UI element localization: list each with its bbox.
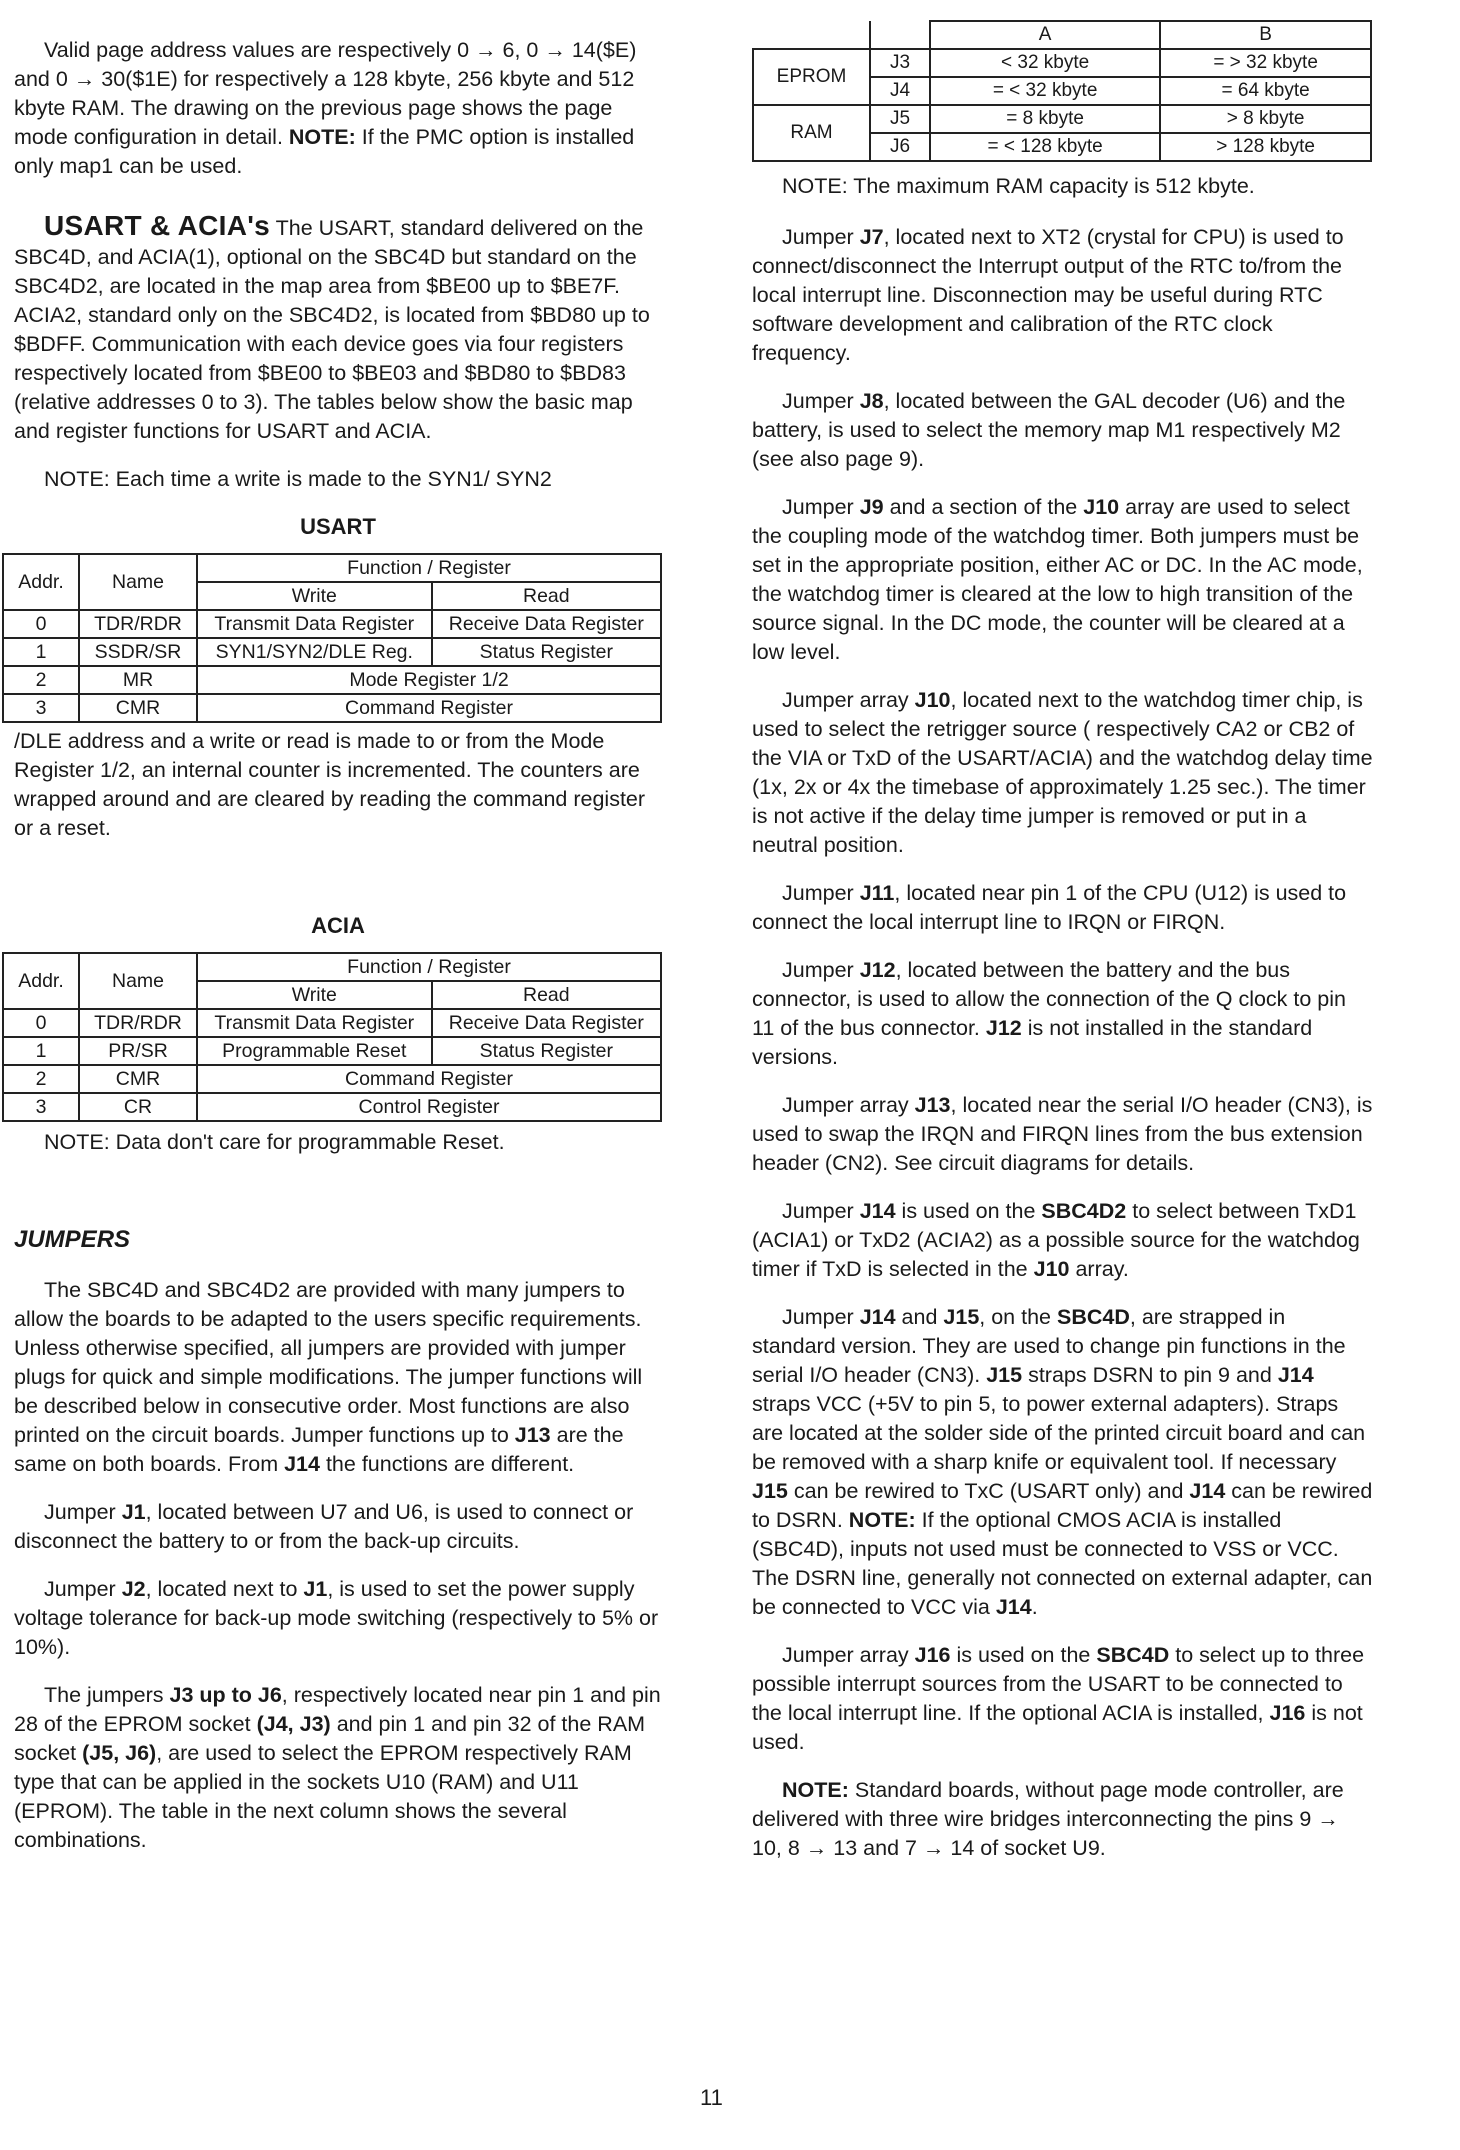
paragraph-j2: Jumper J2, located next to J1, is used to set the power supply voltage tolerance for back-up mode switching (respectively to 5% or 10%). — [14, 1577, 659, 1659]
memory-jumper-table — [752, 20, 1372, 162]
paragraph-usart-acia: USART & ACIA's The USART, standard delivered on the SBC4D, and ACIA(1), optional on the SBC4D but standard on the SBC4D2, are located in the map area from $BE00 up to $BE7F. ACIA2, standard only on the SBC4D2, is located from $BD80 up to $BDFF. Communication with each device goes via four registers respectively located from $BE00 to $BE03 and $BD80 to $BD83 (relative addresses 0 to 3). The tables below show the basic map and register functions for USART and ACIA. — [14, 210, 650, 443]
table-row: 1 SSDR/SR SYN1/SYN2/DLE Reg. Status Register — [3, 638, 661, 666]
header-function: Function / Register — [197, 953, 661, 981]
table-row: 3 CR Control Register — [3, 1093, 661, 1121]
page-number: 11 — [700, 2085, 723, 2110]
usart-table-title: USART — [300, 514, 376, 539]
right-column — [752, 20, 1374, 1863]
paragraph-max-ram: NOTE: The maximum RAM capacity is 512 kbyte. — [782, 174, 1255, 198]
paragraph-j14: Jumper J14 is used on the SBC4D2 to select between TxD1 (ACIA1) or TxD2 (ACIA2) as a possible source for the watchdog timer if TxD is selected in the J10 array. — [752, 1199, 1360, 1281]
paragraph-j12: Jumper J12, located between the battery and the bus connector, is used to allow the connection of the Q clock to pin 11 of the bus connector. J12 is not installed in the standard versions. — [752, 958, 1346, 1069]
header-addr: Addr. — [3, 554, 79, 610]
header-write: Write — [197, 981, 432, 1009]
table-row: J6 = < 128 kbyte > 128 kbyte — [753, 133, 1371, 161]
paragraph-jumpers-intro: The SBC4D and SBC4D2 are provided with many jumpers to allow the boards to be adapted to the users specific requirements. Unless otherwise specified, all jumpers are provided with jumper plugs for quick and simple modifications. The jumper functions will be described below in consecutive order. Most functions are also printed on the circuit boards. Jumper functions up to J13 are the same on both boards. From J14 the functions are different. — [14, 1278, 643, 1476]
paragraph-standard-boards: NOTE: Standard boards, without page mode controller, are delivered with three wire bridges interconnecting the pins 9 → 10, 8 → 13 and 7 → 14 of socket U9. — [752, 1778, 1344, 1860]
paragraph-j14-j15: Jumper J14 and J15, on the SBC4D, are strapped in standard version. They are used to change pin functions in the serial I/O header (CN3). J15 straps DSRN to pin 9 and J14 straps VCC (+5V to pin 5, to power external adapters). Straps are located at the solder side of the printed circuit board and can be removed with a sharp knife or equivalent tool. If necessary J15 can be rewired to TxC (USART only) and J14 can be rewired to DSRN. NOTE: If the optional CMOS ACIA is installed (SBC4D), inputs not used must be connected to VSS or VCC. The DSRN line, generally not connected on external adapter, can be connected to VCC via J14. — [752, 1305, 1373, 1619]
paragraph-dle: /DLE address and a write or read is made to or from the Mode Register 1/2, an internal counter is incremented. The counters are wrapped around and are cleared by reading the command register or a reset. — [14, 729, 646, 840]
paragraph-j3-j6: The jumpers J3 up to J6, respectively located near pin 1 and pin 28 of the EPROM socket (J4, J3) and pin 1 and pin 32 of the RAM socket (J5, J6), are used to select the EPROM respectively RAM type that can be applied in the sockets U10 (RAM) and U11 (EPROM). The table in the next column shows the several combinations. — [14, 1683, 661, 1852]
paragraph-j16: Jumper array J16 is used on the SBC4D to select up to three possible interrupt sources from the USART to be connected to the local interrupt line. If the optional ACIA is installed, J16 is not used. — [752, 1643, 1365, 1754]
paragraph-j13: Jumper array J13, located near the serial I/O header (CN3), is used to swap the IRQN and FIRQN lines from the bus extension header (CN2). See circuit diagrams for details. — [752, 1093, 1373, 1175]
header-name: Name — [79, 953, 197, 1009]
table-row: 0 TDR/RDR Transmit Data Register Receive Data Register — [3, 610, 661, 638]
eprom-label: EPROM — [753, 49, 870, 105]
table-row: 2 MR Mode Register 1/2 — [3, 666, 661, 694]
paragraph-acia-note: NOTE: Data don't care for programmable Reset. — [44, 1130, 505, 1154]
usart-register-table — [2, 553, 662, 723]
acia-table-title: ACIA — [311, 913, 365, 938]
table-row: 0 TDR/RDR Transmit Data Register Receive Data Register — [3, 1009, 661, 1037]
header-addr: Addr. — [3, 953, 79, 1009]
section-heading-usart-acia: USART & ACIA's — [44, 210, 271, 241]
table-row: 1 PR/SR Programmable Reset Status Register — [3, 1037, 661, 1065]
header-b: B — [1160, 21, 1371, 49]
paragraph-j7: Jumper J7, located next to XT2 (crystal for CPU) is used to connect/disconnect the Interrupt output of the RTC to/from the local interrupt line. Disconnection may be useful during RTC software development and calibration of the RTC clock frequency. — [752, 225, 1344, 365]
header-read: Read — [432, 582, 661, 610]
acia-register-table — [2, 952, 662, 1122]
header-a: A — [930, 21, 1160, 49]
paragraph-j11: Jumper J11, located near pin 1 of the CPU (U12) is used to connect the local interrupt line to IRQN or FIRQN. — [752, 881, 1347, 934]
section-heading-jumpers: JUMPERS — [14, 1226, 131, 1253]
header-read: Read — [432, 981, 661, 1009]
header-write: Write — [197, 582, 432, 610]
table-row: 3 CMR Command Register — [3, 694, 661, 722]
paragraph-page-address: Valid page address values are respectively 0 → 6, 0 → 14($E) and 0 → 30($1E) for respectively a 128 kbyte, 256 kbyte and 512 kbyte RAM. The drawing on the previous page shows the page mode configuration in detail. NOTE: If the PMC option is installed only map1 can be used. — [14, 38, 637, 178]
table-row: EPROM J3 < 32 kbyte = > 32 kbyte — [753, 49, 1371, 77]
paragraph-j1: Jumper J1, located between U7 and U6, is used to connect or disconnect the battery to or from the back-up circuits. — [14, 1500, 634, 1553]
table-row: 2 CMR Command Register — [3, 1065, 661, 1093]
paragraph-syn-note: NOTE: Each time a write is made to the SYN1/ SYN2 — [44, 467, 552, 491]
left-column — [14, 36, 662, 1855]
paragraph-j10: Jumper array J10, located next to the watchdog timer chip, is used to select the retrigger source ( respectively CA2 or CB2 of the VIA or TxD of the USART/ACIA) and the watchdog delay time (1x, 2x or 4x the timebase of approximately 1.25 sec.). The timer is not active if the delay time jumper is removed or put in a neutral position. — [752, 688, 1373, 857]
paragraph-j9: Jumper J9 and a section of the J10 array are used to select the coupling mode of the watchdog timer. Both jumpers must be set in the appropriate position, either AC or DC. In the AC mode, the watchdog timer is cleared at the low to high transition of the source signal. In the DC mode, the counter will be cleared at a low level. — [752, 495, 1363, 664]
header-function: Function / Register — [197, 554, 661, 582]
table-row: RAM J5 = 8 kbyte > 8 kbyte — [753, 105, 1371, 133]
header-name: Name — [79, 554, 197, 610]
table-row: J4 = < 32 kbyte = 64 kbyte — [753, 77, 1371, 105]
ram-label: RAM — [753, 105, 870, 161]
paragraph-j8: Jumper J8, located between the GAL decoder (U6) and the battery, is used to select the memory map M1 respectively M2 (see also page 9). — [752, 389, 1346, 471]
